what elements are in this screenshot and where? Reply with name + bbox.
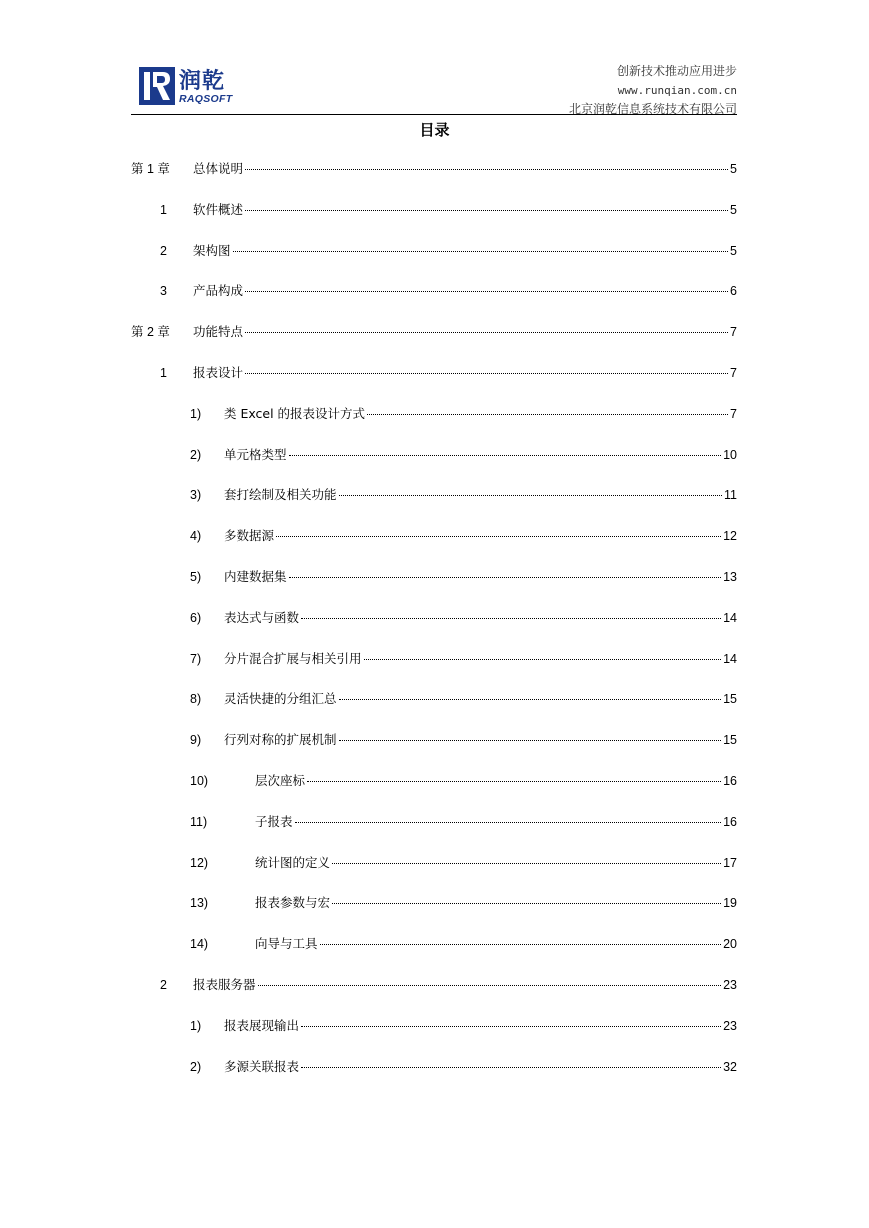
toc-entry-number: 2 <box>160 243 167 258</box>
toc-entry[interactable] <box>160 201 737 219</box>
toc-entry-title: 报表设计 <box>193 365 244 380</box>
toc-entry-number: 5) <box>190 570 202 584</box>
toc-entry-page-number: 6 <box>730 284 737 299</box>
toc-entry[interactable] <box>190 772 737 790</box>
toc-entry[interactable] <box>160 282 737 300</box>
toc-leader-dots <box>332 903 721 904</box>
toc-leader-dots <box>289 577 722 578</box>
toc-entry-page-number: 17 <box>723 855 737 870</box>
toc-entry-title: 报表参数与宏 <box>255 895 331 911</box>
toc-entry-title: 向导与工具 <box>255 936 318 952</box>
header-divider <box>131 114 737 115</box>
toc-entry[interactable] <box>190 486 737 504</box>
toc-entry-title: 统计图的定义 <box>255 854 331 870</box>
toc-leader-dots <box>245 291 728 292</box>
toc-leader-dots <box>332 863 721 864</box>
toc-entry[interactable] <box>190 731 737 749</box>
toc-leader-dots <box>295 822 722 823</box>
toc-entry-number: 3) <box>190 488 202 503</box>
toc-entry-page-number: 10 <box>723 447 737 462</box>
toc-entry-page-number: 7 <box>730 325 737 340</box>
toc-entry-page-number: 16 <box>723 814 737 829</box>
toc-leader-dots <box>289 455 722 456</box>
toc-entry-page-number: 13 <box>723 570 737 584</box>
logo-english-name: RAQSOFT <box>179 93 233 105</box>
toc-entry[interactable] <box>160 242 737 260</box>
toc-entry-page-number: 23 <box>723 978 737 992</box>
toc-entry[interactable] <box>190 935 737 953</box>
toc-entry-title: 子报表 <box>255 813 293 829</box>
toc-entry-number: 3 <box>160 284 167 299</box>
toc-entry-title: 内建数据集 <box>224 569 287 584</box>
toc-entry-title: 多数据源 <box>224 528 275 544</box>
toc-entry[interactable] <box>190 690 737 708</box>
toc-entry[interactable] <box>190 1058 737 1076</box>
toc-entry-number: 第 2 章 <box>131 325 170 340</box>
toc-entry-page-number: 5 <box>730 162 737 176</box>
toc-entry-page-number: 15 <box>723 733 737 748</box>
toc-entry-number: 4) <box>190 529 202 544</box>
toc-leader-dots <box>320 944 722 945</box>
toc-entry-number: 9) <box>190 733 202 748</box>
toc-entry-page-number: 16 <box>723 774 737 788</box>
toc-entry-page-number: 7 <box>730 366 737 380</box>
toc-entry-number: 1) <box>190 1018 202 1033</box>
toc-entry-number: 10) <box>190 774 209 788</box>
toc-entry[interactable] <box>190 446 737 464</box>
toc-entry-title: 单元格类型 <box>224 446 287 462</box>
toc-entry-number: 14) <box>190 937 209 952</box>
toc-entry[interactable] <box>190 813 737 831</box>
header-info <box>569 62 737 119</box>
toc-leader-dots <box>367 414 728 415</box>
toc-leader-dots <box>245 373 728 374</box>
toc-entry-page-number: 23 <box>723 1018 737 1033</box>
toc-entry-number: 第 1 章 <box>131 162 170 176</box>
toc-entry-number: 8) <box>190 692 202 707</box>
toc-entry-number: 6) <box>190 610 202 625</box>
toc-entry-number: 1) <box>190 406 202 421</box>
toc-entry-title: 软件概述 <box>193 201 244 217</box>
toc-entry[interactable] <box>160 976 737 994</box>
toc-entry-page-number: 7 <box>730 406 737 421</box>
toc-entry[interactable] <box>131 323 737 341</box>
toc-entry-number: 2 <box>160 978 167 992</box>
page-title: 目录 <box>419 121 450 139</box>
toc-entry[interactable] <box>190 527 737 545</box>
toc-entry-page-number: 20 <box>723 937 737 952</box>
toc-entry-title: 类 Excel 的报表设计方式 <box>224 405 366 421</box>
toc-leader-dots <box>245 169 728 170</box>
toc-entry-title: 架构图 <box>193 242 231 258</box>
toc-entry[interactable] <box>190 854 737 872</box>
toc-entry[interactable] <box>190 405 737 423</box>
toc-entry-title: 功能特点 <box>193 324 244 340</box>
toc-entry-title: 分片混合扩展与相关引用 <box>224 650 362 666</box>
toc-entry[interactable] <box>160 364 737 382</box>
toc-entry-page-number: 5 <box>730 202 737 217</box>
toc-leader-dots <box>233 251 729 252</box>
logo-chinese-name: 润乾 <box>179 69 226 94</box>
toc-entry-number: 2) <box>190 447 202 462</box>
toc-entry[interactable] <box>190 568 737 586</box>
toc-entry-title: 灵活快捷的分组汇总 <box>224 691 337 707</box>
toc-leader-dots <box>364 659 722 660</box>
toc-entry-title: 报表服务器 <box>193 977 256 992</box>
toc-entry-page-number: 15 <box>723 692 737 707</box>
toc-entry-number: 12) <box>190 855 209 870</box>
toc-entry-title: 产品构成 <box>193 283 244 299</box>
toc-entry-title: 套打绘制及相关功能 <box>224 487 337 503</box>
header-slogan: 创新技术推动应用进步 <box>616 64 737 78</box>
toc-leader-dots <box>258 985 722 986</box>
header-company: 北京润乾信息系统技术有限公司 <box>568 102 737 116</box>
toc-entry-number: 13) <box>190 896 209 911</box>
toc-entry[interactable] <box>190 609 737 627</box>
toc-entry[interactable] <box>190 1017 737 1035</box>
toc-entry-title: 层次座标 <box>255 773 306 788</box>
toc-entry-number: 1 <box>160 366 167 380</box>
toc-entry-page-number: 19 <box>723 896 737 911</box>
toc-leader-dots <box>339 740 722 741</box>
toc-entry-number: 2) <box>190 1059 202 1074</box>
toc-entry-number: 7) <box>190 651 202 666</box>
toc-leader-dots <box>301 1067 721 1068</box>
header-url: www.runqian.com.cn <box>617 84 737 97</box>
toc-entry[interactable] <box>190 650 737 668</box>
toc-entry-page-number: 14 <box>723 651 737 666</box>
toc-entry-title: 报表展现输出 <box>224 1017 300 1033</box>
toc-leader-dots <box>301 1026 721 1027</box>
toc-leader-dots <box>245 332 728 333</box>
logo-mark-icon <box>139 67 175 105</box>
toc-entry-page-number: 5 <box>730 243 737 258</box>
toc-entry-page-number: 32 <box>723 1059 737 1074</box>
toc-leader-dots <box>301 618 721 619</box>
toc-leader-dots <box>339 495 723 496</box>
company-logo <box>139 67 234 109</box>
toc-entry-number: 11) <box>190 814 208 829</box>
toc-entry-title: 表达式与函数 <box>224 609 300 625</box>
toc-leader-dots <box>339 699 722 700</box>
toc-entry-page-number: 14 <box>723 610 737 625</box>
toc-leader-dots <box>245 210 728 211</box>
toc-entry-page-number: 11 <box>724 488 737 503</box>
toc-entry-title: 总体说明 <box>193 161 244 176</box>
toc-entry-page-number: 12 <box>723 529 737 544</box>
toc-entry-title: 多源关联报表 <box>224 1058 300 1074</box>
toc-entry-number: 1 <box>160 202 167 217</box>
toc-entry-title: 行列对称的扩展机制 <box>224 732 337 748</box>
toc-leader-dots <box>307 781 721 782</box>
toc-entry[interactable] <box>190 894 737 912</box>
toc-entry[interactable] <box>131 160 737 178</box>
toc-leader-dots <box>276 536 721 537</box>
